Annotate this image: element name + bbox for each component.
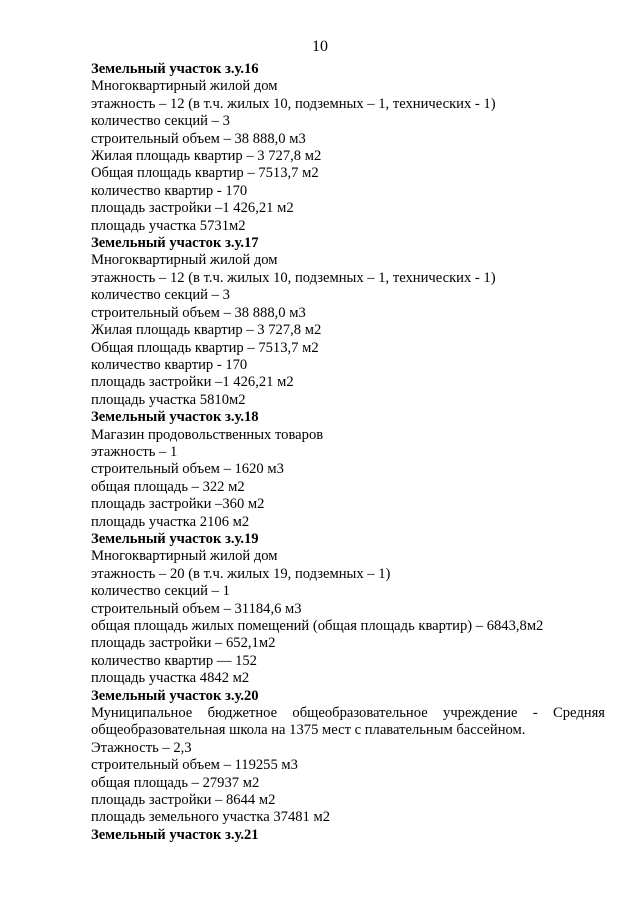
section-heading: Земельный участок з.у.18 (91, 409, 259, 426)
text-line: строительный объем – 38 888,0 м3 (91, 130, 306, 147)
text-line: строительный объем – 31184,6 м3 (91, 600, 302, 617)
text-line: этажность – 1 (91, 443, 178, 460)
text-line: Общая площадь квартир – 7513,7 м2 (91, 339, 319, 356)
page-number: 10 (312, 38, 328, 55)
text-line: этажность – 12 (в т.ч. жилых 10, подземных – 1, технических - 1) (91, 95, 496, 112)
text-line: строительный объем – 1620 м3 (91, 461, 284, 478)
text-line: Магазин продовольственных товаров (91, 426, 324, 443)
section-heading: Земельный участок з.у.16 (91, 61, 259, 77)
text-line: этажность – 20 (в т.ч. жилых 19, подземных – 1) (91, 565, 391, 582)
text-line: площадь участка 5731м2 (91, 217, 246, 234)
text-line: общая площадь – 322 м2 (91, 478, 245, 495)
text-line: площадь застройки –1 426,21 м2 (91, 374, 294, 391)
document-body (91, 61, 605, 844)
text-line: общая площадь – 27937 м2 (91, 774, 260, 791)
text-line: площадь застройки – 652,1м2 (91, 635, 276, 652)
section-heading: Земельный участок з.у.21 (91, 826, 259, 843)
text-line: площадь застройки –360 м2 (91, 496, 265, 513)
text-line: количество квартир — 152 (91, 652, 257, 669)
text-line: Жилая площадь квартир – 3 727,8 м2 (91, 148, 322, 165)
text-line: этажность – 12 (в т.ч. жилых 10, подземных – 1, технических - 1) (91, 269, 496, 286)
text-line: Общая площадь квартир – 7513,7 м2 (91, 165, 319, 182)
text-line: количество квартир - 170 (91, 356, 248, 373)
text-line: количество секций – 3 (91, 113, 230, 130)
text-line: строительный объем – 38 888,0 м3 (91, 304, 306, 321)
paragraph: Муниципальное бюджетное общеобразовательное учреждение - Средняя общеобразовательная школа на 1375 мест с плавательным бассейном. (91, 705, 605, 739)
text-line: строительный объем – 119255 м3 (91, 757, 298, 774)
text-line: Многоквартирный жилой дом (91, 548, 278, 565)
text-line: Многоквартирный жилой дом (91, 252, 278, 269)
text-line: Этажность – 2,3 (91, 739, 192, 756)
text-line: количество секций – 1 (91, 583, 230, 600)
text-line: количество квартир - 170 (91, 182, 248, 199)
text-line: площадь застройки –1 426,21 м2 (91, 200, 294, 217)
text-line: площадь земельного участка 37481 м2 (91, 809, 331, 826)
section-heading: Земельный участок з.у.19 (91, 530, 259, 547)
text-line: площадь застройки – 8644 м2 (91, 792, 276, 809)
text-line: площадь участка 2106 м2 (91, 513, 250, 530)
text-line: Многоквартирный жилой дом (91, 78, 278, 95)
text-line: общая площадь жилых помещений (общая площадь квартир) – 6843,8м2 (91, 618, 544, 634)
text-line: площадь участка 4842 м2 (91, 670, 250, 687)
text-line: Жилая площадь квартир – 3 727,8 м2 (91, 322, 322, 339)
section-heading: Земельный участок з.у.20 (91, 687, 259, 704)
section-heading: Земельный участок з.у.17 (91, 235, 259, 252)
text-line: площадь участка 5810м2 (91, 391, 246, 408)
text-line: количество секций – 3 (91, 287, 230, 304)
